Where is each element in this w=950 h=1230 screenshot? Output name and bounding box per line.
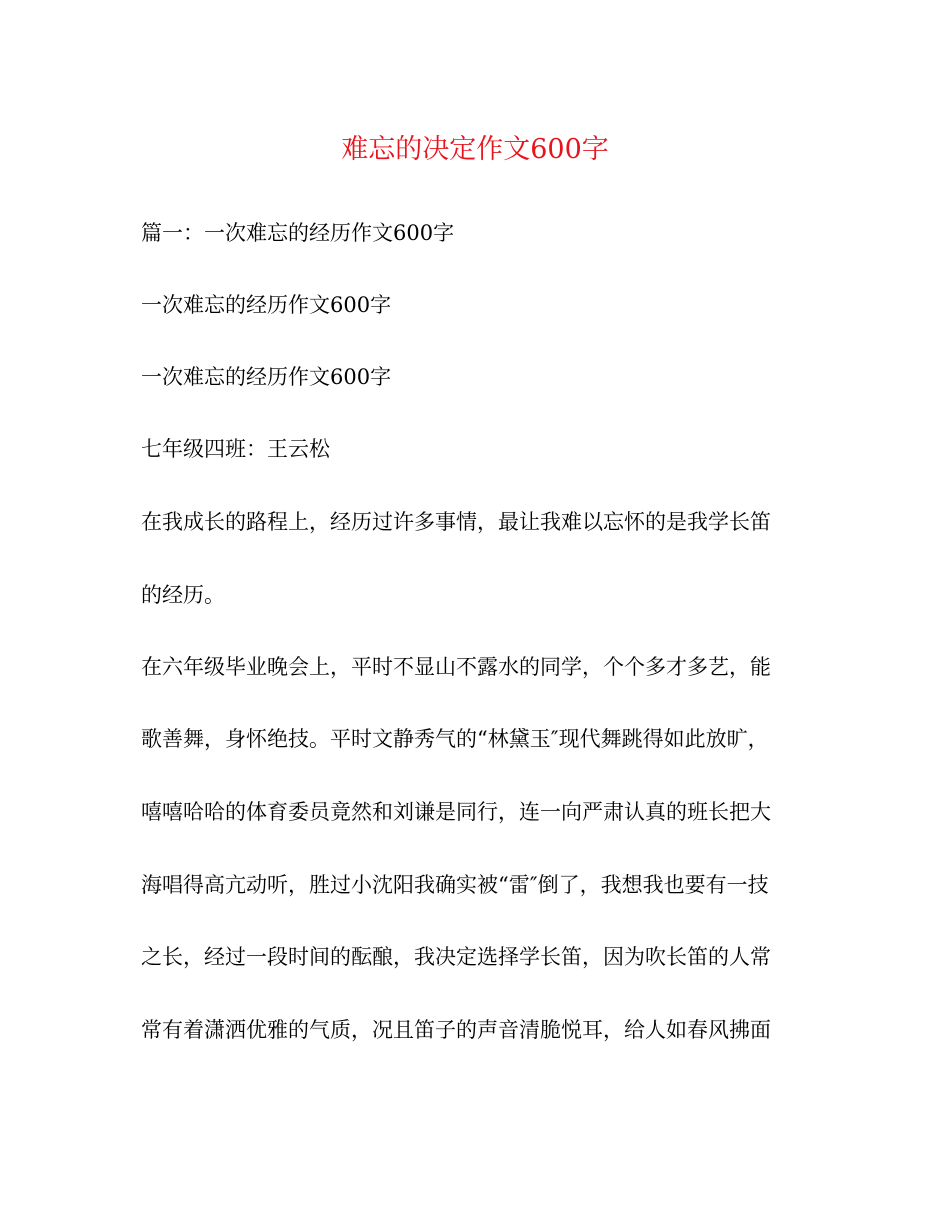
document-title: 难忘的决定作文600字 (341, 134, 609, 165)
essay-title: 一次难忘的经历作文600字 (141, 293, 392, 317)
author-line: 七年级四班：王云松 (141, 437, 330, 461)
paragraph-line: 常有着潇洒优雅的气质，况且笛子的声音清脆悦耳，给人如春风拂面 (141, 1018, 771, 1042)
paragraph-line: 海唱得高亢动听，胜过小沈阳我确实被“雷″倒了，我想我也要有一技 (141, 873, 769, 897)
paragraph-line: 在我成长的路程上，经历过许多事情，最让我难以忘怀的是我学长笛 (141, 510, 771, 534)
section-heading: 篇一：一次难忘的经历作文600字 (141, 221, 455, 245)
essay-title-repeat: 一次难忘的经历作文600字 (141, 365, 392, 389)
paragraph-line: 嘻嘻哈哈的体育委员竟然和刘谦是同行，连一向严肃认真的班长把大 (141, 800, 771, 824)
paragraph-line: 歌善舞，身怀绝技。平时文静秀气的“林黛玉″现代舞跳得如此放旷， (141, 727, 769, 751)
paragraph-line: 之长，经过一段时间的酝酿，我决定选择学长笛，因为吹长笛的人常 (141, 945, 771, 969)
paragraph-line: 的经历。 (141, 583, 225, 607)
paragraph-line: 在六年级毕业晚会上，平时不显山不露水的同学，个个多才多艺，能 (141, 655, 771, 679)
